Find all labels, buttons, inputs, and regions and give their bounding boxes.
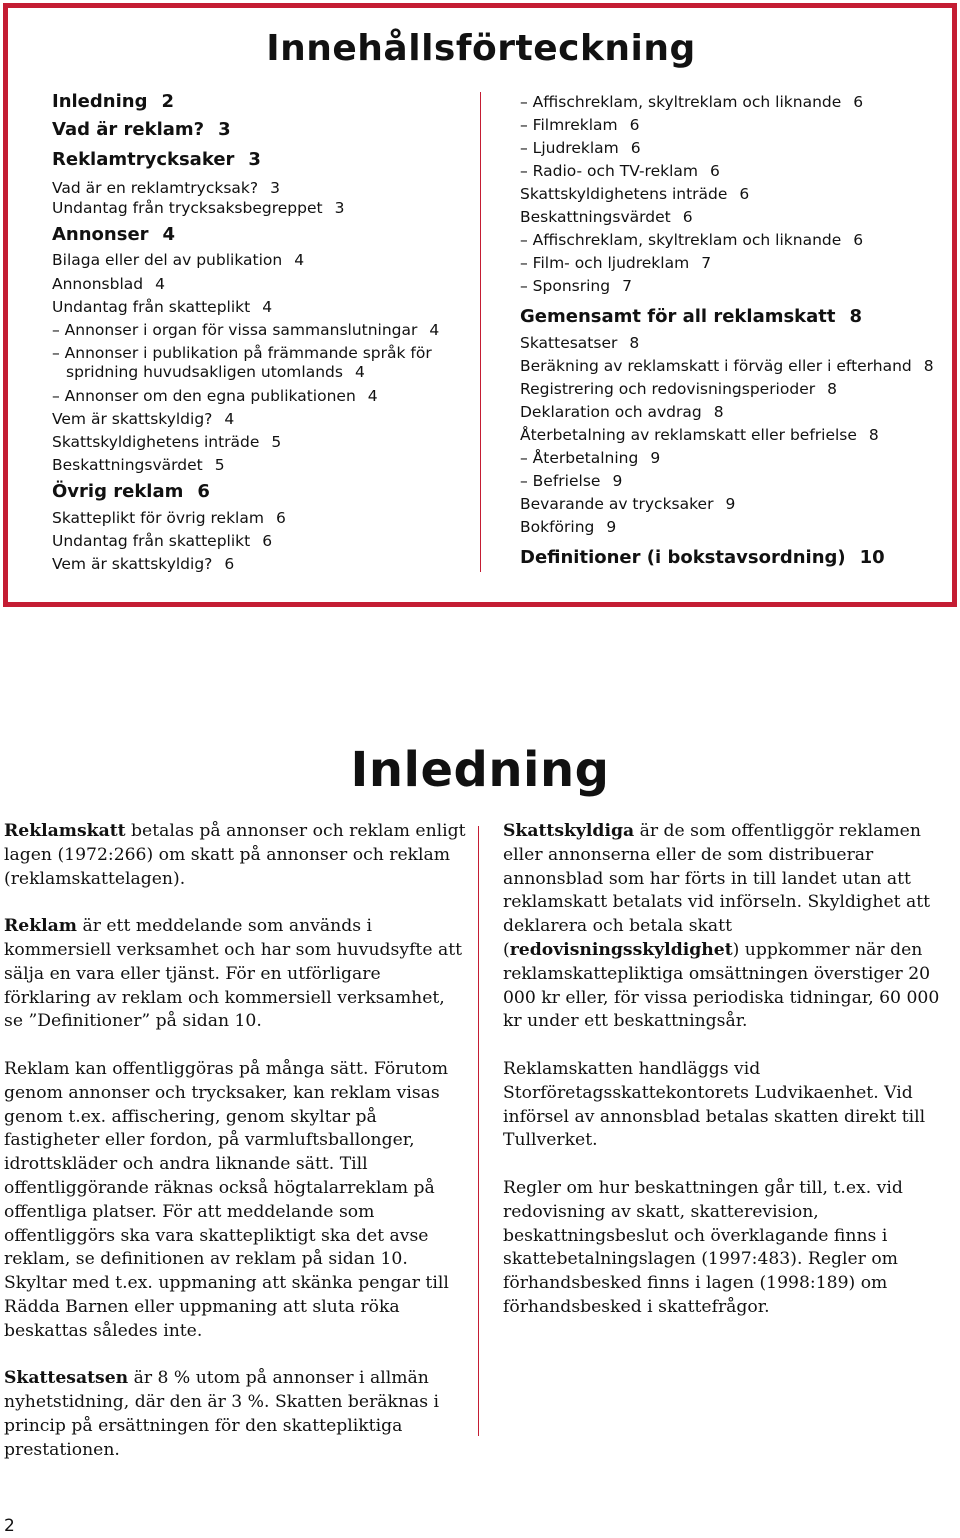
toc-entry-page: 7 — [622, 277, 632, 295]
toc-entry[interactable] — [520, 184, 749, 204]
toc-entry-page: 3 — [218, 119, 231, 140]
toc-entry[interactable] — [52, 320, 439, 340]
toc-entry[interactable] — [520, 92, 863, 112]
toc-entry-label: Gemensamt för all reklamskatt — [520, 306, 836, 327]
toc-entry-label: – Befrielse — [520, 472, 601, 490]
toc-entry-label: Undantag från trycksaksbegreppet — [52, 199, 323, 217]
paragraph-text: är 8 % utom på annonser i allmän nyhetstidning, där den är 3 %. Skatten beräknas i princip på ersättningen för den skattepliktiga prestationen. — [4, 1368, 440, 1460]
toc-entry[interactable] — [520, 230, 863, 250]
toc-entry[interactable] — [520, 138, 641, 158]
toc-entry[interactable] — [52, 482, 210, 502]
toc-entry-label: – Ljudreklam — [520, 139, 619, 157]
paragraph-text: betalas på annonser och reklam enligt lagen (1972:266) om skatt på annonser och reklam (reklamskattelagen). — [4, 821, 466, 889]
toc-entry-page: 6 — [630, 139, 641, 157]
toc-entry[interactable] — [52, 92, 174, 112]
toc-entry[interactable] — [52, 343, 432, 363]
paragraph-text: ) uppkommer när den reklamskattepliktiga omsättningen överstiger 20 000 kr eller, för vissa periodiska tidningar, 60 000 kr under ett beskattningsår. — [503, 939, 940, 1032]
toc-entry[interactable] — [520, 379, 837, 399]
toc-entry[interactable] — [520, 161, 720, 181]
toc-entry-label: Bilaga eller del av publikation — [52, 251, 283, 269]
toc-entry-page: 6 — [224, 555, 235, 573]
toc-entry[interactable] — [520, 253, 711, 273]
toc-entry-label: – Film- och ljudreklam — [520, 254, 690, 272]
toc-entry-page: 10 — [859, 547, 885, 568]
toc-column-divider — [480, 92, 481, 572]
toc-entry-label: Inledning — [52, 91, 148, 112]
toc-entry[interactable] — [52, 297, 272, 317]
toc-entry-page: 4 — [224, 410, 235, 428]
toc-entry[interactable] — [52, 531, 272, 551]
toc-entry-page: 8 — [849, 306, 863, 327]
paragraph — [503, 1058, 958, 1153]
toc-entry-page: 2 — [161, 91, 174, 112]
toc-entry-label: Övrig reklam — [52, 481, 184, 502]
page-number: 2 — [4, 1516, 15, 1536]
toc-entry[interactable] — [520, 307, 862, 327]
toc-entry[interactable] — [52, 508, 286, 528]
toc-entry[interactable] — [52, 178, 280, 198]
toc-entry[interactable] — [52, 150, 261, 170]
paragraph — [503, 1177, 958, 1320]
toc-entry[interactable] — [520, 471, 622, 491]
toc-entry[interactable] — [520, 356, 934, 376]
toc-entry-page: 8 — [923, 357, 934, 375]
toc-entry-label: Vad är en reklamtrycksak? — [52, 179, 259, 197]
toc-entry-label: Annonser — [52, 224, 149, 245]
toc-entry-page: 7 — [701, 254, 712, 272]
toc-entry-page: 6 — [853, 93, 864, 111]
toc-entry-page: 4 — [429, 321, 440, 339]
toc-entry[interactable] — [52, 274, 165, 294]
toc-entry-label: Beskattningsvärdet — [52, 456, 203, 474]
toc-entry-page: 6 — [629, 116, 640, 134]
toc-entry-label: Skatteplikt för övrig reklam — [52, 509, 264, 527]
toc-entry[interactable] — [520, 494, 735, 514]
toc-entry-label: Undantag från skatteplikt — [52, 298, 251, 316]
toc-entry-label: – Annonser i organ för vissa sammanslutningar — [52, 321, 418, 339]
toc-entry[interactable] — [520, 448, 660, 468]
toc-entry-label: Registrering och redovisningsperioder — [520, 380, 816, 398]
toc-entry[interactable] — [52, 225, 175, 245]
toc-entry[interactable] — [52, 198, 344, 218]
toc-entry[interactable] — [52, 409, 234, 429]
toc-entry-page: 6 — [275, 509, 286, 527]
toc-entry-label: Annonsblad — [52, 275, 144, 293]
toc-entry-page: 6 — [739, 185, 750, 203]
toc-entry-page: 3 — [270, 179, 280, 197]
toc-entry-label: Vad är reklam? — [52, 119, 205, 140]
toc-entry-page: 5 — [271, 433, 282, 451]
toc-entry-page: 8 — [629, 334, 640, 352]
toc-entry-page: 4 — [162, 224, 176, 245]
toc-entry[interactable] — [52, 250, 304, 270]
toc-entry-label: – Återbetalning — [520, 449, 639, 467]
toc-entry-label: spridning huvudsakligen utomlands — [66, 363, 343, 381]
paragraph-text: är de som offentliggör reklamen eller annonserna eller de som distribuerar annonsblad som har förts in till landet utan att reklamskatt betalats vid införseln. Skyldighet att deklarera och betala skatt ( — [503, 821, 931, 960]
toc-entry[interactable] — [66, 362, 365, 382]
toc-entry-label: Undantag från skatteplikt — [52, 532, 251, 550]
paragraph-bold-term: redovisningsskyldighet — [509, 939, 733, 960]
paragraph-text: Regler om hur beskattningen går till, t.ex. vid redovisning av skatt, skatterevision, beskattningsbeslut och överklagande finns i skattebetalningslagen (1997:483). Regler om förhandsbesked finns i lagen (1998:189) om förhandsbesked i skattefrågor. — [503, 1177, 903, 1317]
toc-entry-label: – Annonser i publikation på främmande språk för — [52, 344, 432, 362]
paragraph — [4, 1367, 466, 1462]
toc-entry-label: Vem är skattskyldig? — [52, 555, 213, 573]
toc-entry-label: – Filmreklam — [520, 116, 618, 134]
toc-entry[interactable] — [520, 548, 885, 568]
toc-entry[interactable] — [52, 432, 281, 452]
toc-entry-page: 6 — [262, 532, 273, 550]
toc-entry-page: 3 — [334, 199, 345, 217]
toc-entry-page: 4 — [262, 298, 273, 316]
toc-entry-page: 8 — [827, 380, 837, 398]
body-column-divider — [478, 826, 479, 1436]
toc-entry[interactable] — [52, 455, 225, 475]
toc-entry-label: Skattskyldighetens inträde — [520, 185, 728, 203]
toc-entry-label: Skattskyldighetens inträde — [52, 433, 260, 451]
toc-entry[interactable] — [52, 554, 234, 574]
toc-entry-page: 3 — [248, 149, 261, 170]
toc-entry-label: – Affischreklam, skyltreklam och liknande — [520, 93, 842, 111]
toc-entry[interactable] — [520, 115, 640, 135]
paragraph — [503, 820, 958, 1034]
toc-entry-page: 6 — [710, 162, 720, 180]
toc-entry-label: Bokföring — [520, 518, 595, 536]
paragraph-text: är ett meddelande som används i kommersiell verksamhet och har som huvudsyfte att sälja en vara eller tjänst. För en utförligare förklaring av reklam och kommersiell verksamhet, se ”Definitioner” på sidan 10. — [4, 916, 463, 1032]
toc-entry-page: 6 — [682, 208, 693, 226]
toc-entry-label: Deklaration och avdrag — [520, 403, 702, 421]
toc-entry-page: 4 — [354, 363, 365, 381]
toc-entry-label: – Annonser om den egna publikationen — [52, 387, 356, 405]
toc-title: Innehållsförteckning — [266, 28, 696, 69]
paragraph-lead-term: Reklamskatt — [4, 821, 126, 841]
toc-entry[interactable] — [520, 333, 639, 353]
toc-entry-page: 5 — [214, 456, 225, 474]
toc-entry-label: Reklamtrycksaker — [52, 149, 235, 170]
paragraph-text: Reklamskatten handläggs vid Storföretagsskattekontorets Ludvikaenhet. Vid införsel av annonsblad betalas skatten direkt till Tullverket. — [503, 1058, 926, 1151]
toc-entry-page: 6 — [197, 481, 210, 502]
toc-entry-page: 8 — [713, 403, 724, 421]
toc-entry-page: 9 — [612, 472, 623, 490]
toc-entry-label: Bevarande av trycksaker — [520, 495, 714, 513]
toc-entry-page: 4 — [155, 275, 165, 293]
toc-entry-label: Definitioner (i bokstavsordning) — [520, 547, 846, 568]
section-title: Inledning — [350, 742, 610, 798]
paragraph-lead-term: Reklam — [4, 916, 77, 937]
paragraph-lead-term: Skattskyldiga — [503, 821, 635, 841]
toc-entry-page: 9 — [606, 518, 617, 536]
body-left-column — [4, 820, 466, 1463]
toc-entry-label: Beskattningsvärdet — [520, 208, 671, 226]
toc-entry-page: 6 — [853, 231, 864, 249]
toc-entry-page: 4 — [294, 251, 305, 269]
toc-entry-label: – Sponsring — [520, 277, 611, 295]
toc-entry-page: 8 — [868, 426, 879, 444]
toc-entry[interactable] — [520, 402, 724, 422]
toc-entry[interactable] — [520, 425, 879, 445]
toc-entry-label: – Affischreklam, skyltreklam och liknande — [520, 231, 842, 249]
paragraph-text: Reklam kan offentliggöras på många sätt. Förutom genom annonser och trycksaker, kan reklam visas genom t.ex. affischering, genom skyltar på fastigheter eller fordon, på varmluftsballonger, idrottskläder och andra liknande sätt. Till offentliggörande räknas också högtalarreklam på offentliga platser. För att meddelande som offentliggörs ska vara skattepliktigt ska det avse reklam, se definitionen av reklam på sidan 10. Skyltar med t.ex. uppmaning att skänka pengar till Rädda Barnen eller uppmaning att sluta röka beskattas således inte. — [4, 1058, 449, 1341]
toc-entry-label: – Radio- och TV-reklam — [520, 162, 699, 180]
paragraph — [4, 1058, 466, 1344]
toc-entry[interactable] — [520, 517, 616, 537]
toc-entry-page: 9 — [650, 449, 661, 467]
toc-entry-label: Skattesatser — [520, 334, 618, 352]
body-right-column — [503, 820, 958, 1320]
toc-entry[interactable] — [520, 276, 632, 296]
toc-entry-page: 4 — [367, 387, 378, 405]
toc-entry[interactable] — [52, 120, 231, 140]
toc-entry-label: Återbetalning av reklamskatt eller befrielse — [520, 426, 857, 444]
toc-entry-label: Vem är skattskyldig? — [52, 410, 213, 428]
paragraph — [4, 820, 466, 891]
paragraph — [4, 915, 466, 1034]
toc-entry[interactable] — [52, 386, 378, 406]
paragraph-lead-term: Skattesatsen — [4, 1368, 129, 1389]
toc-entry[interactable] — [520, 207, 693, 227]
toc-entry-label: Beräkning av reklamskatt i förväg eller i efterhand — [520, 357, 912, 375]
toc-entry-page: 9 — [725, 495, 736, 513]
